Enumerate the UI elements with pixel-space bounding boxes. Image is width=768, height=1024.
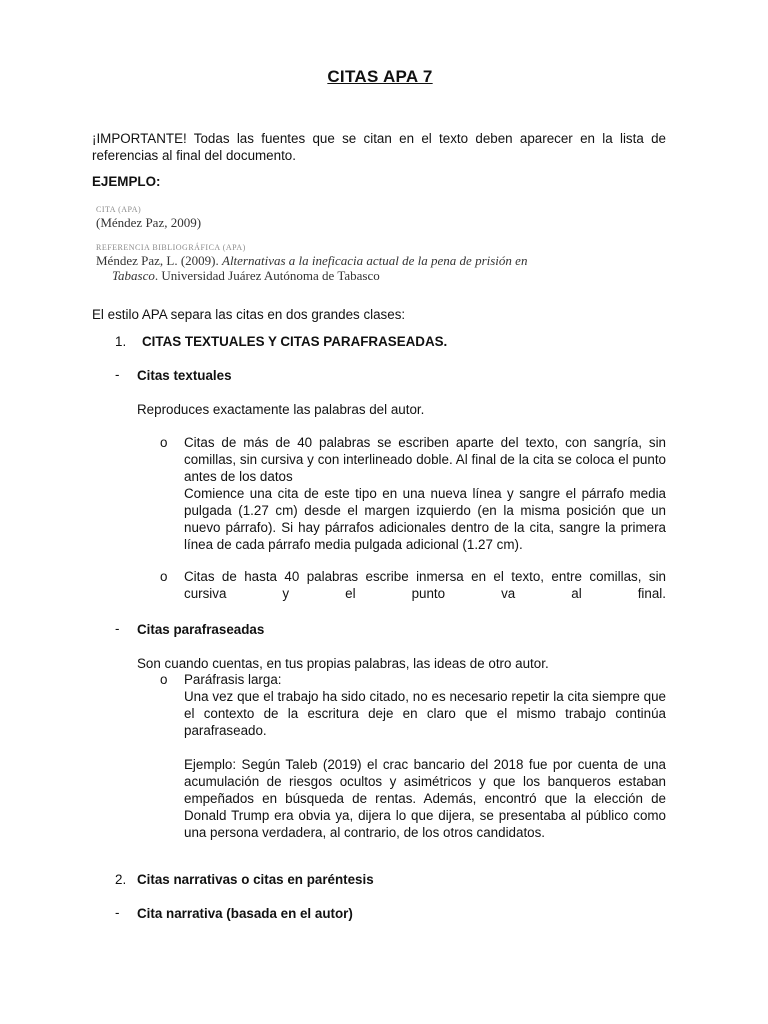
- ref-line-2: [96, 268, 536, 283]
- bullet-1: o: [160, 435, 168, 450]
- ref-title-end: Tabasco: [112, 268, 155, 283]
- bullet-3: o: [160, 672, 168, 687]
- ref-publisher: . Universidad Juárez Autónoma de Tabasco: [154, 268, 380, 283]
- parafraseadas-dash: -: [115, 621, 120, 636]
- ref-line-1: [96, 253, 536, 268]
- page-title: CITAS APA 7: [327, 67, 433, 86]
- textuales-heading: Citas textuales: [137, 368, 232, 383]
- textuales-desc: Reproduces exactamente las palabras del autor.: [137, 402, 425, 417]
- example-label: EJEMPLO:: [92, 174, 161, 189]
- ref-label: REFERENCIA BIBLIOGRÁFICA (APA): [96, 243, 246, 252]
- parafraseadas-desc: Son cuando cuentas, en tus propias palabras, las ideas de otro autor.: [137, 656, 549, 671]
- ref-title: Alternativas a la ineficacia actual de la pena de prisión en: [222, 253, 528, 268]
- intro-text: El estilo APA separa las citas en dos grandes clases:: [92, 307, 406, 322]
- textuales-dash: -: [115, 367, 120, 382]
- parafrasis-label: Paráfrasis larga:: [184, 672, 282, 687]
- textuales-item-2: [184, 568, 666, 602]
- item1-para2: Comience una cita de este tipo en una nueva línea y sangre el párrafo media pulgada (1.27 cm) desde el margen izquierdo (en la misma posición que un nuevo párrafo). Si hay párrafos adicionales dentro de la cita, sangre la primera línea de cada párrafo media pulgada adicional (1.27 cm).: [184, 486, 666, 552]
- item1-para1: Citas de más de 40 palabras se escriben aparte del texto, con sangría, sin comillas, sin cursiva y con interlineado doble. Al final de la cita se coloca el punto antes de los datos: [184, 435, 666, 484]
- section1-number: 1.: [115, 334, 127, 349]
- important-note: ¡IMPORTANTE! Todas las fuentes que se citan en el texto deben aparecer en la lista de referencias al final del documento.: [92, 131, 666, 163]
- narrativa-dash: -: [115, 905, 120, 920]
- parafrasis-example: Ejemplo: Según Taleb (2019) el crac bancario del 2018 fue por cuenta de una acumulación de riesgos ocultos y asimétricos y que los banqueros estaban empeñados en búsqueda de rentas. Además, encontró que la elección de Donald Trump era obvia ya, dijera lo que dijera, se presentaba al público como una persona verdadera, al contrario, de los otros candidatos.: [184, 757, 666, 840]
- item2-line2: cursiva y el punto va al final.: [184, 586, 666, 601]
- bullet-2: o: [160, 569, 168, 584]
- ref-author: Méndez Paz, L. (2009).: [96, 253, 222, 268]
- parafrasis-para1: Una vez que el trabajo ha sido citado, no es necesario repetir la cita siempre que el contexto de la escritura deje en claro que el mismo trabajo continúa parafraseado.: [184, 689, 666, 738]
- section2-number: 2.: [115, 872, 127, 887]
- narrativa-heading: Cita narrativa (basada en el autor): [137, 906, 353, 921]
- section2-heading: Citas narrativas o citas en paréntesis: [137, 872, 374, 887]
- parafraseadas-heading: Citas parafraseadas: [137, 622, 265, 637]
- item2-line1: Citas de hasta 40 palabras escribe inmersa en el texto, entre comillas, sin: [184, 569, 666, 584]
- textuales-item-1: [184, 434, 666, 553]
- cita-label: CITA (APA): [96, 205, 142, 214]
- cita-text: (Méndez Paz, 2009): [96, 215, 202, 230]
- parafrasis-item: [184, 671, 666, 841]
- example-citation-image: [96, 205, 536, 295]
- section1-heading: CITAS TEXTUALES Y CITAS PARAFRASEADAS.: [142, 334, 448, 349]
